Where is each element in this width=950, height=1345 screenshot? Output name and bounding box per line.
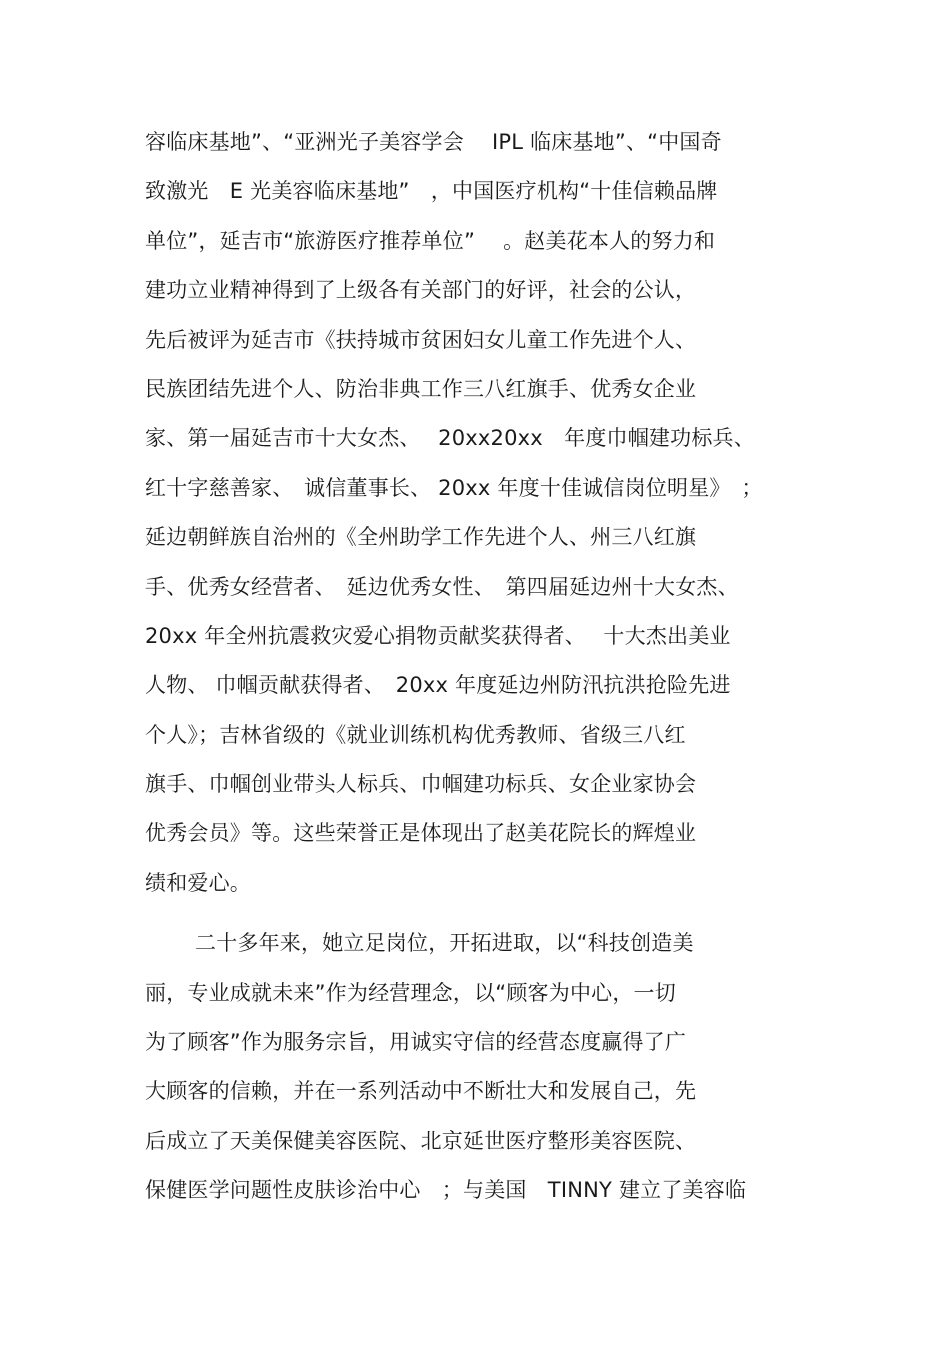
text-line: 人物、 巾帼贡献获得者、 20xx 年度延边州防汛抗洪抢险先进 [145, 673, 731, 698]
text-line: 红十字慈善家、 诚信董事长、 20xx 年度十佳诚信岗位明星》 ； [145, 475, 763, 500]
text-line: 20xx 年全州抗震救灾爱心捐物贡献奖获得者、 十大杰出美业 [145, 623, 731, 648]
text-line: 延边朝鲜族自治州的《全州助学工作先进个人、州三八红旗 [145, 525, 697, 550]
text-line: 家、第一届延吉市十大女杰、 20xx20xx 年度巾帼建功标兵、 [145, 426, 755, 451]
text-line: 旗手、巾帼创业带头人标兵、巾帼建功标兵、女企业家协会 [145, 772, 697, 797]
text-line: 单位”，延吉市“旅游医疗推荐单位” 。赵美花本人的努力和 [145, 228, 716, 253]
text-line: 个人》；吉林省级的《就业训练机构优秀教师、省级三八红 [145, 722, 686, 747]
text-line: 丽，专业成就未来”作为经营理念，以“顾客为中心，一切 [145, 980, 676, 1005]
paragraph-spacer [145, 908, 825, 919]
text-line: 后成立了天美保健美容医院、北京延世医疗整形美容医院、 [145, 1128, 697, 1153]
paragraph-awards [145, 118, 825, 908]
text-line: 为了顾客”作为服务宗旨，用诚实守信的经营态度赢得了广 [145, 1030, 687, 1055]
text-line: 大顾客的信赖，并在一系列活动中不断壮大和发展自己，先 [145, 1079, 697, 1104]
text-line: 优秀会员》等。这些荣誉正是体现出了赵美花院长的辉煌业 [145, 821, 697, 846]
text-line: 保健医学问题性皮肤诊治中心 ；与美国 TINNY 建立了美容临 [145, 1178, 747, 1203]
paragraph-business [145, 919, 825, 1215]
text-line: 手、优秀女经营者、 延边优秀女性、 第四届延边州十大女杰、 [145, 574, 739, 599]
text-line: 容临床基地”、“亚洲光子美容学会 IPL 临床基地”、“中国奇 [145, 130, 722, 154]
text-line: 先后被评为延吉市《扶持城市贫困妇女儿童工作先进个人、 [145, 327, 697, 352]
text-line: 建功立业精神得到了上级各有关部门的好评，社会的公认， [145, 278, 697, 303]
text-line: 民族团结先进个人、防治非典工作三八红旗手、优秀女企业 [145, 376, 697, 401]
text-line: 二十多年来，她立足岗位，开拓进取，以“科技创造美 [195, 931, 694, 956]
text-line: 致激光 E 光美容临床基地” ，中国医疗机构“十佳信赖品牌 [145, 179, 718, 204]
text-line: 绩和爱心。 [145, 870, 251, 895]
document-body [145, 118, 825, 1216]
